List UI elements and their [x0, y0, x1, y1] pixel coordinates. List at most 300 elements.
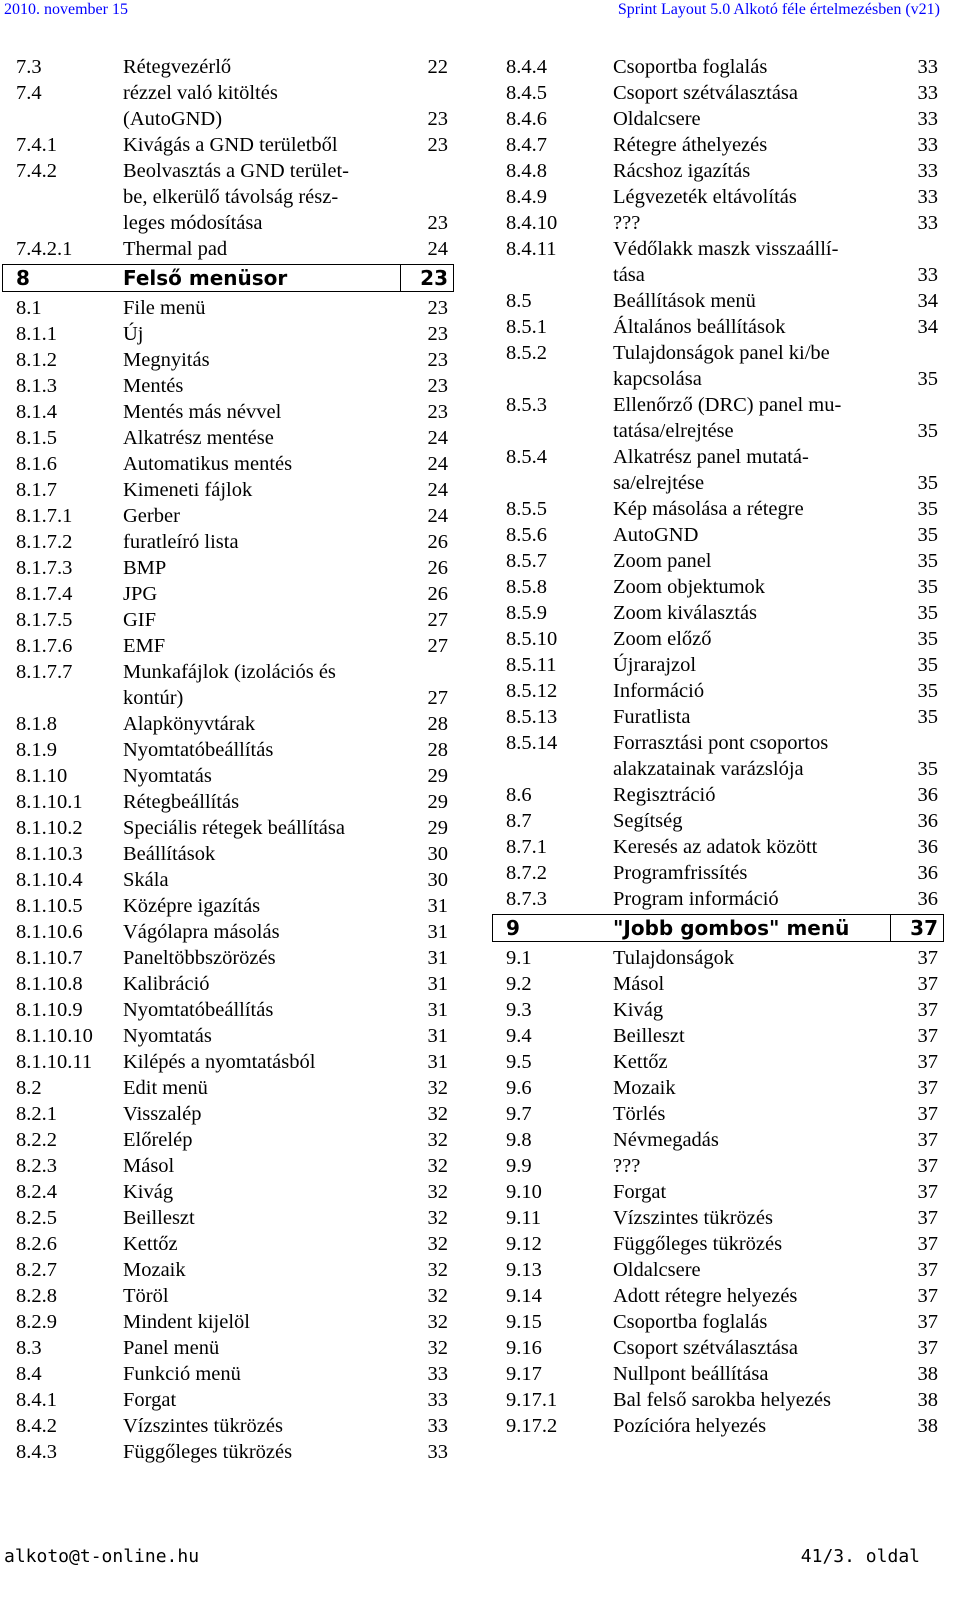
toc-entry-page: 23 — [427, 134, 448, 156]
toc-entry — [16, 867, 448, 893]
toc-entry-number: 8.5.5 — [506, 498, 547, 520]
toc-entry-number: 8.4.9 — [506, 186, 547, 208]
toc-entry — [16, 659, 448, 685]
toc-entry — [506, 340, 938, 366]
toc-entry-number: 8.4.11 — [506, 238, 557, 260]
toc-entry — [16, 1205, 448, 1231]
toc-entry-title: Kettőz — [123, 1233, 178, 1255]
toc-entry — [16, 581, 448, 607]
toc-entry-number: 8.4.10 — [506, 212, 558, 234]
toc-entry — [16, 54, 448, 80]
toc-entry-page: 37 — [917, 1285, 938, 1307]
toc-entry-page: 32 — [427, 1103, 448, 1125]
toc-entry-number: 8.1.7.5 — [16, 609, 73, 631]
toc-entry-page: 37 — [917, 1077, 938, 1099]
toc-entry-page: 24 — [427, 238, 448, 260]
toc-entry-title: Légvezeték eltávolítás — [613, 186, 797, 208]
page-header — [0, 0, 960, 26]
toc-entry-title: ??? — [613, 212, 641, 234]
toc-right-column — [506, 54, 938, 1439]
toc-entry — [16, 919, 448, 945]
toc-entry-page: 37 — [917, 999, 938, 1021]
toc-entry — [506, 184, 938, 210]
toc-entry-title: Segítség — [613, 810, 683, 832]
toc-entry-number: 9.8 — [506, 1129, 532, 1151]
toc-entry-title: Vágólapra másolás — [123, 921, 280, 943]
toc-entry — [506, 262, 938, 288]
toc-entry-page: 36 — [917, 810, 938, 832]
toc-entry-number: 8.5.13 — [506, 706, 558, 728]
toc-entry-title: Rétegbeállítás — [123, 791, 240, 813]
toc-entry-page: 37 — [917, 1155, 938, 1177]
toc-entry-title: Paneltöbbszörözés — [123, 947, 276, 969]
toc-entry — [506, 444, 938, 470]
toc-entry-number: 8.4.8 — [506, 160, 547, 182]
toc-entry-title: Regisztráció — [613, 784, 716, 806]
toc-entry — [16, 1387, 448, 1413]
toc-entry-number: 8.1.7.3 — [16, 557, 73, 579]
toc-entry-title: sa/elrejtése — [613, 472, 705, 494]
toc-entry — [16, 789, 448, 815]
toc-entry-title: alakzatainak varázslója — [613, 758, 804, 780]
toc-entry-title: AutoGND — [613, 524, 699, 546]
toc-entry-title: leges módosítása — [123, 212, 263, 234]
toc-entry-title: Forgat — [613, 1181, 667, 1203]
toc-entry-number: 8.1.5 — [16, 427, 57, 449]
toc-entry-page: 26 — [427, 583, 448, 605]
toc-entry-number: 9.15 — [506, 1311, 542, 1333]
toc-entry-number: 8.5.14 — [506, 732, 558, 754]
toc-entry-title: kapcsolása — [613, 368, 702, 390]
toc-entry-number: 8.1.10.4 — [16, 869, 83, 891]
toc-entry-number: 8.4.4 — [506, 56, 547, 78]
section-heading-divider — [400, 265, 401, 291]
toc-entry-title: Zoom panel — [613, 550, 712, 572]
toc-entry — [16, 210, 448, 236]
toc-entry-title: "Jobb gombos" menü — [613, 916, 850, 940]
toc-entry — [16, 295, 448, 321]
toc-entry — [506, 860, 938, 886]
toc-entry — [506, 366, 938, 392]
toc-entry-title: Panel menü — [123, 1337, 220, 1359]
toc-entry — [16, 425, 448, 451]
toc-entry — [16, 347, 448, 373]
toc-entry-title: JPG — [123, 583, 158, 605]
toc-entry-number: 9.10 — [506, 1181, 542, 1203]
toc-entry — [506, 288, 938, 314]
toc-entry — [506, 314, 938, 340]
toc-entry-page: 33 — [917, 212, 938, 234]
toc-entry-title: Oldalcsere — [613, 108, 701, 130]
toc-entry-title: Általános beállítások — [613, 316, 786, 338]
toc-entry-number: 8.1.7 — [16, 479, 57, 501]
toc-entry-title: be, elkerülő távolság rész- — [123, 186, 339, 208]
toc-entry — [506, 971, 938, 997]
toc-entry-number: 9.2 — [506, 973, 532, 995]
toc-entry-title: Alkatrész mentése — [123, 427, 274, 449]
toc-entry — [506, 418, 938, 444]
toc-entry — [16, 321, 448, 347]
toc-entry-title: Védőlakk maszk visszaállí- — [613, 238, 839, 260]
toc-entry-number: 9.4 — [506, 1025, 532, 1047]
toc-entry-number: 8.4.5 — [506, 82, 547, 104]
toc-entry — [16, 132, 448, 158]
toc-entry — [16, 815, 448, 841]
toc-entry-title: rézzel való kitöltés — [123, 82, 278, 104]
toc-entry-number: 8.1.9 — [16, 739, 57, 761]
toc-entry — [506, 1257, 938, 1283]
toc-entry-title: Zoom objektumok — [613, 576, 766, 598]
toc-entry-title: Oldalcsere — [613, 1259, 701, 1281]
toc-entry-page: 37 — [917, 1025, 938, 1047]
toc-entry — [16, 373, 448, 399]
toc-entry-title: Csoportba foglalás — [613, 1311, 768, 1333]
toc-entry-title: Beállítások menü — [613, 290, 756, 312]
toc-entry-title: Kivág — [613, 999, 664, 1021]
toc-entry-number: 8.1.10.1 — [16, 791, 83, 813]
toc-entry-number: 8.5.2 — [506, 342, 547, 364]
toc-entry — [506, 1335, 938, 1361]
toc-entry — [506, 80, 938, 106]
toc-entry-page: 23 — [427, 297, 448, 319]
toc-entry — [506, 210, 938, 236]
toc-entry-number: 8.2.5 — [16, 1207, 57, 1229]
toc-entry-page: 33 — [917, 134, 938, 156]
toc-entry — [16, 529, 448, 555]
toc-entry-title: Funkció menü — [123, 1363, 241, 1385]
toc-entry-number: 8.7.3 — [506, 888, 547, 910]
toc-entry — [506, 1127, 938, 1153]
toc-entry-number: 8 — [16, 266, 30, 290]
toc-entry-title: File menü — [123, 297, 206, 319]
toc-entry-number: 8.2.9 — [16, 1311, 57, 1333]
toc-entry-page: 33 — [917, 186, 938, 208]
toc-entry — [16, 737, 448, 763]
toc-entry — [16, 1335, 448, 1361]
toc-entry-title: Zoom kiválasztás — [613, 602, 758, 624]
toc-entry-page: 33 — [427, 1415, 448, 1437]
toc-entry-title: Furatlista — [613, 706, 691, 728]
toc-entry — [506, 782, 938, 808]
toc-entry — [506, 652, 938, 678]
toc-entry-number: 8.5 — [506, 290, 532, 312]
toc-entry-number: 8.1.1 — [16, 323, 57, 345]
toc-entry-title: Információ — [613, 680, 705, 702]
toc-entry-title: Kettőz — [613, 1051, 668, 1073]
toc-entry — [506, 1101, 938, 1127]
toc-entry-title: Skála — [123, 869, 169, 891]
toc-entry-page: 37 — [917, 1103, 938, 1125]
toc-entry-number: 8.1.10.10 — [16, 1025, 93, 1047]
toc-entry-page: 33 — [427, 1441, 448, 1463]
toc-entry-title: Töröl — [123, 1285, 169, 1307]
toc-entry-number: 8.3 — [16, 1337, 42, 1359]
toc-entry-number: 8.1.4 — [16, 401, 57, 423]
toc-entry-page: 30 — [427, 843, 448, 865]
toc-entry-page: 35 — [917, 758, 938, 780]
toc-section-heading — [506, 913, 938, 943]
toc-entry-page: 31 — [427, 947, 448, 969]
toc-entry-page: 24 — [427, 453, 448, 475]
toc-entry-page: 28 — [427, 739, 448, 761]
toc-entry-title: furatleíró lista — [123, 531, 239, 553]
toc-entry-number: 8.1.10.3 — [16, 843, 83, 865]
toc-entry-title: Mentés — [123, 375, 184, 397]
toc-entry-page: 23 — [427, 323, 448, 345]
toc-entry — [506, 600, 938, 626]
toc-entry-page: 35 — [917, 628, 938, 650]
toc-entry-page: 32 — [427, 1207, 448, 1229]
toc-entry-number: 8.1.7.4 — [16, 583, 73, 605]
toc-entry — [16, 1413, 448, 1439]
toc-entry-number: 8.1.7.6 — [16, 635, 73, 657]
toc-entry-page: 28 — [427, 713, 448, 735]
toc-entry-title: Mindent kijelöl — [123, 1311, 250, 1333]
toc-entry-number: 7.3 — [16, 56, 42, 78]
toc-entry-page: 37 — [910, 916, 938, 940]
toc-entry — [506, 522, 938, 548]
toc-entry-number: 9.17.1 — [506, 1389, 558, 1411]
toc-entry — [506, 1361, 938, 1387]
toc-entry-page: 37 — [917, 1051, 938, 1073]
toc-entry-page: 33 — [917, 56, 938, 78]
toc-entry-page: 33 — [917, 108, 938, 130]
toc-entry-number: 8.5.3 — [506, 394, 547, 416]
toc-entry-title: Középre igazítás — [123, 895, 261, 917]
toc-entry-title: Speciális rétegek beállítása — [123, 817, 345, 839]
toc-entry-number: 8.1.3 — [16, 375, 57, 397]
toc-entry-page: 35 — [917, 706, 938, 728]
toc-entry-title: Bal felső sarokba helyezés — [613, 1389, 832, 1411]
toc-entry-title: Nyomtatóbeállítás — [123, 739, 274, 761]
toc-entry — [16, 1257, 448, 1283]
toc-entry-page: 33 — [917, 264, 938, 286]
toc-entry — [16, 503, 448, 529]
toc-entry-page: 37 — [917, 1337, 938, 1359]
toc-entry — [16, 841, 448, 867]
toc-entry-page: 31 — [427, 921, 448, 943]
toc-entry-page: 23 — [427, 375, 448, 397]
toc-entry — [16, 1439, 448, 1465]
toc-entry-title: Forgat — [123, 1389, 177, 1411]
toc-entry — [16, 633, 448, 659]
toc-entry-number: 9.3 — [506, 999, 532, 1021]
toc-left-column — [16, 54, 448, 1465]
toc-entry-title: Csoport szétválasztása — [613, 1337, 799, 1359]
toc-entry-page: 31 — [427, 1051, 448, 1073]
toc-entry — [16, 1101, 448, 1127]
toc-entry-title: Pozícióra helyezés — [613, 1415, 767, 1437]
toc-entry — [16, 1283, 448, 1309]
toc-entry-page: 35 — [917, 576, 938, 598]
toc-entry — [506, 392, 938, 418]
toc-entry-page: 32 — [427, 1181, 448, 1203]
toc-entry-number: 8.2.1 — [16, 1103, 57, 1125]
toc-entry-title: Zoom előző — [613, 628, 712, 650]
toc-entry-title: Adott rétegre helyezés — [613, 1285, 798, 1307]
toc-entry — [16, 1309, 448, 1335]
toc-entry-number: 9.17.2 — [506, 1415, 558, 1437]
toc-entry-title: Új — [123, 323, 144, 345]
toc-entry-title: Kalibráció — [123, 973, 210, 995]
toc-entry-number: 8.2.4 — [16, 1181, 57, 1203]
toc-entry-page: 29 — [427, 817, 448, 839]
toc-entry-number: 9.16 — [506, 1337, 542, 1359]
toc-entry-page: 23 — [427, 108, 448, 130]
toc-entry-page: 32 — [427, 1337, 448, 1359]
toc-entry-title: Gerber — [123, 505, 180, 527]
toc-entry-page: 35 — [917, 368, 938, 390]
header-date: 2010. november 15 — [4, 1, 128, 18]
toc-entry — [506, 1309, 938, 1335]
toc-entry-number: 8.1.7.2 — [16, 531, 73, 553]
toc-entry-title: Mozaik — [123, 1259, 186, 1281]
toc-entry — [16, 763, 448, 789]
toc-entry-number: 8.1.10.5 — [16, 895, 83, 917]
toc-entry — [16, 971, 448, 997]
toc-entry-title: Vízszintes tükrözés — [123, 1415, 283, 1437]
toc-entry-number: 8.1.7.7 — [16, 661, 73, 683]
toc-entry-number: 9.7 — [506, 1103, 532, 1125]
toc-entry-title: tása — [613, 264, 645, 286]
toc-entry-number: 8.1.10.2 — [16, 817, 83, 839]
toc-entry-page: 35 — [917, 602, 938, 624]
toc-entry-page: 23 — [427, 212, 448, 234]
toc-entry-page: 37 — [917, 1181, 938, 1203]
toc-entry-title: Visszalép — [123, 1103, 202, 1125]
toc-entry-title: GIF — [123, 609, 157, 631]
toc-entry-number: 8.5.7 — [506, 550, 547, 572]
footer-email: alkoto@t-online.hu — [4, 1546, 200, 1567]
toc-entry-page: 23 — [420, 266, 448, 290]
toc-entry-page: 35 — [917, 550, 938, 572]
toc-entry-page: 22 — [427, 56, 448, 78]
toc-entry-page: 32 — [427, 1233, 448, 1255]
toc-entry — [506, 1283, 938, 1309]
toc-entry-title: Munkafájlok (izolációs és — [123, 661, 336, 683]
toc-entry-number: 8.1.10 — [16, 765, 68, 787]
toc-entry-page: 35 — [917, 420, 938, 442]
toc-entry-number: 8.1.10.9 — [16, 999, 83, 1021]
toc-entry — [506, 158, 938, 184]
toc-entry-title: (AutoGND) — [123, 108, 223, 130]
toc-entry-title: Alapkönyvtárak — [123, 713, 256, 735]
toc-entry — [506, 886, 938, 912]
toc-entry-number: 9.6 — [506, 1077, 532, 1099]
toc-entry-title: BMP — [123, 557, 167, 579]
toc-entry-title: Nyomtatás — [123, 765, 212, 787]
toc-entry — [16, 945, 448, 971]
toc-entry-title: Csoportba foglalás — [613, 56, 768, 78]
toc-entry — [16, 1231, 448, 1257]
toc-entry-title: Beolvasztás a GND terület- — [123, 160, 349, 182]
toc-entry-title: Nullpont beállítása — [613, 1363, 769, 1385]
toc-entry-title: Edit menü — [123, 1077, 208, 1099]
toc-entry-title: Kivágás a GND területből — [123, 134, 338, 156]
toc-entry-page: 38 — [917, 1389, 938, 1411]
toc-entry-number: 8.2.3 — [16, 1155, 57, 1177]
toc-entry — [16, 893, 448, 919]
toc-entry-page: 29 — [427, 765, 448, 787]
toc-entry — [16, 1361, 448, 1387]
toc-entry-number: 8.7.1 — [506, 836, 547, 858]
toc-entry-title: Tulajdonságok panel ki/be — [613, 342, 830, 364]
toc-entry-page: 31 — [427, 999, 448, 1021]
toc-entry-page: 30 — [427, 869, 448, 891]
toc-entry-title: Beállítások — [123, 843, 216, 865]
toc-entry-page: 29 — [427, 791, 448, 813]
toc-entry-page: 31 — [427, 895, 448, 917]
toc-entry-title: Mozaik — [613, 1077, 676, 1099]
toc-entry-page: 26 — [427, 557, 448, 579]
toc-entry-title: Rétegvezérlő — [123, 56, 232, 78]
toc-entry-page: 32 — [427, 1129, 448, 1151]
toc-entry — [506, 1231, 938, 1257]
toc-entry-page: 27 — [427, 609, 448, 631]
toc-entry-number: 9.13 — [506, 1259, 542, 1281]
toc-entry-number: 8.4.6 — [506, 108, 547, 130]
toc-entry-number: 8.7.2 — [506, 862, 547, 884]
toc-entry — [506, 704, 938, 730]
toc-entry-title: Kilépés a nyomtatásból — [123, 1051, 316, 1073]
toc-entry — [16, 607, 448, 633]
toc-entry — [16, 555, 448, 581]
toc-entry-number: 8.7 — [506, 810, 532, 832]
toc-entry-number: 7.4 — [16, 82, 42, 104]
toc-entry-number: 8.1.10.11 — [16, 1051, 93, 1073]
toc-entry-number: 9.9 — [506, 1155, 532, 1177]
toc-entry-number: 8.2.6 — [16, 1233, 57, 1255]
toc-entry-title: EMF — [123, 635, 166, 657]
toc-entry-number: 8.5.1 — [506, 316, 547, 338]
toc-entry-number: 9.11 — [506, 1207, 542, 1229]
toc-entry-title: Megnyitás — [123, 349, 210, 371]
toc-entry-page: 34 — [917, 290, 938, 312]
toc-entry — [506, 678, 938, 704]
header-doc-title: Sprint Layout 5.0 Alkotó féle értelmezésben (v21) — [617, 1, 940, 18]
toc-entry-number: 8.5.4 — [506, 446, 547, 468]
toc-entry — [16, 236, 448, 262]
toc-entry — [16, 80, 448, 106]
toc-entry — [506, 1023, 938, 1049]
toc-entry — [16, 711, 448, 737]
toc-entry — [506, 626, 938, 652]
toc-entry-page: 37 — [917, 1259, 938, 1281]
toc-entry-page: 35 — [917, 498, 938, 520]
toc-entry — [16, 1075, 448, 1101]
toc-entry — [506, 132, 938, 158]
toc-entry-title: Nyomtatóbeállítás — [123, 999, 274, 1021]
toc-entry-number: 8.5.6 — [506, 524, 547, 546]
toc-entry-page: 32 — [427, 1285, 448, 1307]
toc-entry-number: 8.1.6 — [16, 453, 57, 475]
toc-entry — [16, 685, 448, 711]
toc-entry-page: 38 — [917, 1415, 938, 1437]
toc-entry — [16, 1127, 448, 1153]
toc-entry-title: ??? — [613, 1155, 641, 1177]
toc-entry-page: 23 — [427, 401, 448, 423]
toc-entry-number: 9.12 — [506, 1233, 542, 1255]
toc-entry-page: 36 — [917, 862, 938, 884]
toc-entry-title: tatása/elrejtése — [613, 420, 734, 442]
toc-entry-page: 24 — [427, 427, 448, 449]
toc-entry-number: 8.4.3 — [16, 1441, 57, 1463]
toc-entry-title: Csoport szétválasztása — [613, 82, 799, 104]
toc-entry-number: 8.4.1 — [16, 1389, 57, 1411]
toc-entry-page: 36 — [917, 888, 938, 910]
toc-entry — [506, 496, 938, 522]
toc-entry-number: 8.5.8 — [506, 576, 547, 598]
